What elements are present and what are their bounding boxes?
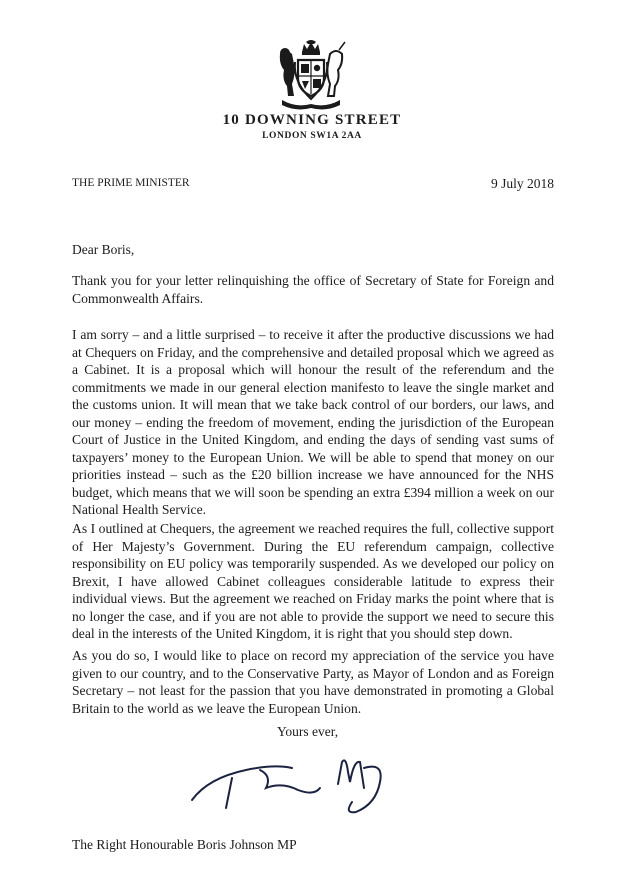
salutation: Dear Boris,: [72, 242, 135, 257]
royal-crest-icon: [276, 38, 346, 110]
body-paragraph-1: Thank you for your letter relinquishing the office of Secretary of State for Foreign and Commonwealth Affairs.: [72, 273, 554, 306]
address-street: 10 DOWNING STREET: [222, 112, 402, 128]
letter-date: 9 July 2018: [490, 176, 554, 191]
address-city: LONDON SW1A 2AA: [262, 131, 362, 141]
signoff: Yours ever,: [277, 724, 339, 739]
recipient: The Right Honourable Boris Johnson MP: [72, 837, 297, 852]
sender-title: THE PRIME MINISTER: [72, 177, 190, 189]
signature-icon: [188, 748, 408, 814]
body-paragraph-3: As I outlined at Chequers, the agreement we reached requires the full, collective support of Her Majesty’s Government. During the EU referendum campaign, collective responsibility on EU policy was temporarily suspended. As we developed our policy on Brexit, I have allowed Cabinet colleagues considerable latitude to express their individual views. But the agreement we reached on Friday marks the point where that is no longer the case, and if you are not able to provide the support we need to secure this deal in the interests of the United Kingdom, it is right that you should step down.: [72, 521, 554, 641]
body-paragraph-2: I am sorry – and a little surprised – to receive it after the productive discussions we had at Chequers on Friday, and the comprehensive and detailed proposal which we agreed as a Cabinet. It is a proposal which will honour the result of the referendum and the commitments we made in our general election manifesto to leave the single market and the customs union. It will mean that we take back control of our borders, our laws, and our money – ending the freedom of movement, ending the jurisdiction of the European Court of Justice in the United Kingdom, and ending the days of sending vast sums of taxpayers’ money to the European Union. We will be able to spend that money on our priorities instead – such as the £20 billion increase we have announced for the NHS budget, which means that we will soon be spending an extra £394 million a week on our National Health Service.: [72, 327, 554, 517]
body-paragraph-4: As you do so, I would like to place on record my appreciation of the service you have given to our country, and to the Conservative Party, as Mayor of London and as Foreign Secretary – not least for the passion that you have demonstrated in promoting a Global Britain to the world as we leave the European Union.: [72, 648, 554, 716]
